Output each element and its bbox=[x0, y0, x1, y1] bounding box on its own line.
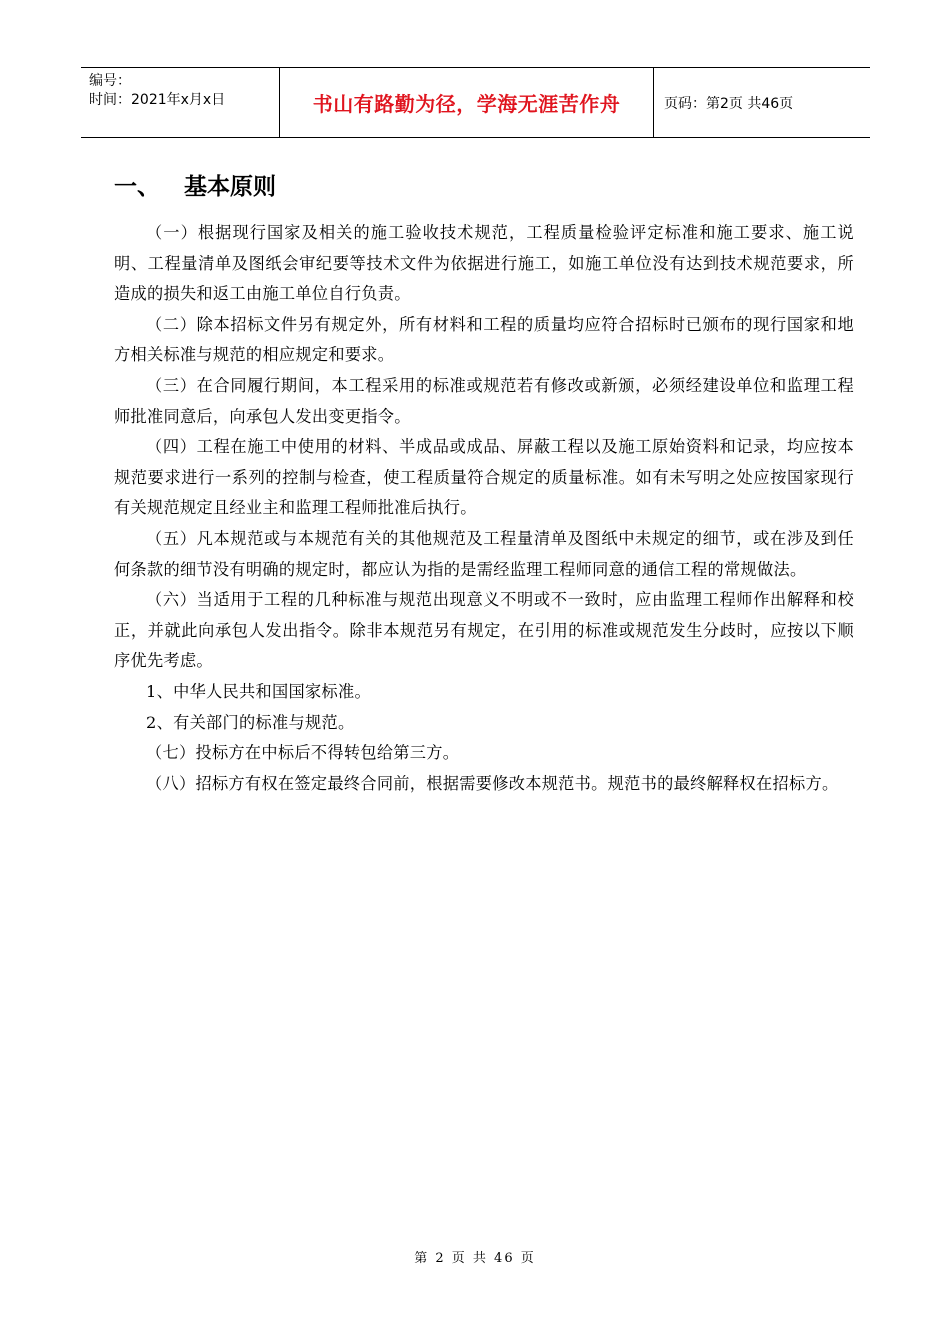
paragraph: （七）投标方在中标后不得转包给第三方。 bbox=[146, 743, 460, 763]
paragraph: （六）当适用于工程的几种标准与规范出现意义不明或不一致时，应由监理工程师作出解释和校正，并就此向承包人发出指令。除非本规范另有规定，在引用的标准或规范发生分歧时，应按以下顺序优先考虑。 bbox=[114, 590, 854, 671]
header-page-info: 页码：第2页 共46页 bbox=[664, 95, 794, 112]
section-title: 一、 基本原则 bbox=[114, 174, 277, 200]
document-date: 时间：2021年x月x日 bbox=[89, 92, 226, 108]
paragraph: （二）除本招标文件另有规定外，所有材料和工程的质量均应符合招标时已颁布的现行国家和地方相关标准与规范的相应规定和要求。 bbox=[114, 314, 854, 365]
document-body bbox=[114, 168, 854, 799]
document-number-label: 编号： bbox=[89, 73, 131, 89]
paragraph: （五）凡本规范或与本规范有关的其他规范及工程量清单及图纸中未规定的细节，或在涉及到任何条款的细节没有明确的规定时，都应认为指的是需经监理工程师同意的通信工程的常规做法。 bbox=[114, 528, 854, 579]
list-item: 1、中华人民共和国国家标准。 bbox=[146, 681, 371, 701]
paragraph: （三）在合同履行期间，本工程采用的标准或规范若有修改或新颁，必须经建设单位和监理工程师批准同意后，向承包人发出变更指令。 bbox=[114, 375, 854, 426]
paragraph: （一）根据现行国家及相关的施工验收技术规范，工程质量检验评定标准和施工要求、施工说明、工程量清单及图纸会审纪要等技术文件为依据进行施工，如施工单位没有达到技术规范要求，所造成的损失和返工由施工单位自行负责。 bbox=[114, 223, 854, 304]
header-meta bbox=[81, 68, 280, 137]
page-footer: 第 2 页 共 46 页 bbox=[414, 1251, 536, 1266]
page-header bbox=[81, 67, 870, 138]
list-item: 2、有关部门的标准与规范。 bbox=[146, 712, 355, 732]
header-motto: 书山有路勤为径，学海无涯苦作舟 bbox=[280, 68, 654, 137]
paragraph: （八）招标方有权在签定最终合同前，根据需要修改本规范书。规范书的最终解释权在招标方。 bbox=[146, 773, 839, 793]
paragraph: （四）工程在施工中使用的材料、半成品或成品、屏蔽工程以及施工原始资料和记录，均应按本规范要求进行一系列的控制与检查，使工程质量符合规定的质量标准。如有未写明之处应按国家现行有关规范规定且经业主和监理工程师批准后执行。 bbox=[114, 437, 854, 518]
